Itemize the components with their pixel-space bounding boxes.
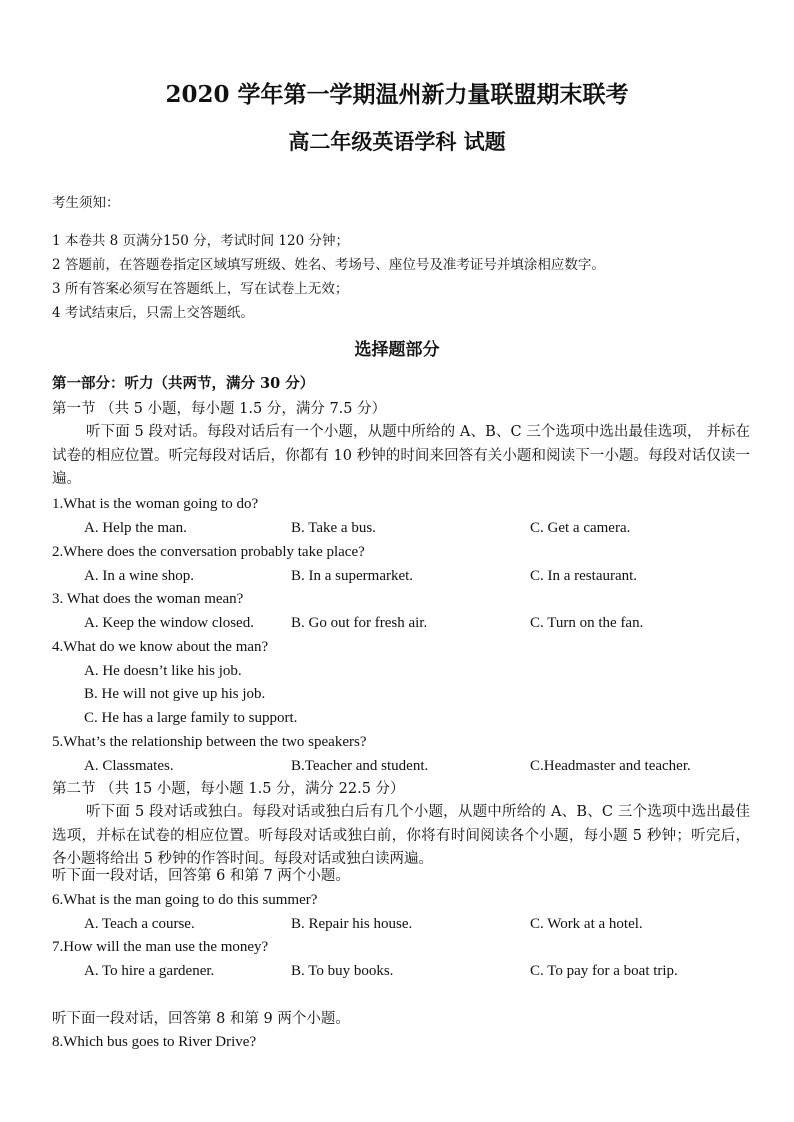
section2-heading: 第二节 （共 15 小题，每小题 1.5 分，满分 22.5 分）	[52, 781, 405, 797]
question-5-option-a: A. Classmates.	[84, 758, 174, 774]
exam-subtitle: 高二年级英语学科 试题	[288, 129, 506, 154]
dialog-6-7-note: 听下面一段对话，回答第 6 和第 7 两个小题。	[52, 868, 350, 884]
notice-heading: 考生须知：	[52, 195, 120, 211]
question-6-stem: 6.What is the man going to do this summer?	[52, 892, 318, 908]
section2-instruction: 听下面 5 段对话或独白。每段对话或独白后有几个小题，从题中所给的 A、B、C 三个选项中选出最佳选项，并标在试卷的相应位置。听每段对话或独白前，你将有时间阅读各个小题，每小题 5 秒钟；听完后，各小题将给出 5 秒钟的作答时间。每段对话或独白读两遍。	[52, 804, 750, 867]
section1-heading: 第一节 （共 5 小题，每小题 1.5 分，满分 7.5 分）	[52, 401, 387, 417]
question-3-option-b: B. Go out for fresh air.	[291, 615, 428, 631]
question-5-option-b: B.Teacher and student.	[291, 758, 429, 774]
dialog-8-9-note: 听下面一段对话，回答第 8 和第 9 两个小题。	[52, 1011, 350, 1027]
question-1-option-c: C. Get a camera.	[530, 520, 631, 536]
question-8-stem: 8.Which bus goes to River Drive?	[52, 1034, 257, 1050]
section-title: 选择题部分	[354, 340, 440, 360]
question-7-option-b: B. To buy books.	[291, 963, 394, 979]
notice-item-4: 4 考试结束后，只需上交答题纸。	[52, 305, 254, 321]
notice-item-3: 3 所有答案必须写在答题纸上，写在试卷上无效；	[52, 281, 349, 297]
part1-heading: 第一部分：听力（共两节，满分 30 分）	[52, 375, 315, 392]
question-4-option-c: C. He has a large family to support.	[84, 710, 298, 726]
question-2-option-a: A. In a wine shop.	[84, 568, 194, 584]
question-2-option-b: B. In a supermarket.	[291, 568, 414, 584]
question-1-option-a: A. Help the man.	[84, 520, 187, 536]
question-5-option-c: C.Headmaster and teacher.	[530, 758, 691, 774]
question-3-stem: 3. What does the woman mean?	[52, 591, 244, 607]
notice-item-2: 2 答题前，在答题卷指定区域填写班级、姓名、考场号、座位号及准考证号并填涂相应数字。	[52, 257, 605, 273]
question-3-option-c: C. Turn on the fan.	[530, 615, 644, 631]
question-2-option-c: C. In a restaurant.	[530, 568, 638, 584]
question-1-stem: 1.What is the woman going to do?	[52, 496, 259, 512]
section1-instruction: 听下面 5 段对话。每段对话后有一个小题，从题中所给的 A、B、C 三个选项中选出最佳选项， 并标在试卷的相应位置。听完每段对话后，你都有 10 秒钟的时间来回答有关小题和阅读下一小题。每段对话仅读一遍。	[52, 424, 750, 487]
question-4-stem: 4.What do we know about the man?	[52, 639, 269, 655]
question-4-option-b: B. He will not give up his job.	[84, 686, 266, 702]
question-7-stem: 7.How will the man use the money?	[52, 939, 269, 955]
question-1-option-b: B. Take a bus.	[291, 520, 376, 536]
question-4-option-a: A. He doesn’t like his job.	[84, 663, 242, 679]
question-6-option-a: A. Teach a course.	[84, 916, 195, 932]
notice-item-1: 1 本卷共 8 页满分150 分，考试时间 120 分钟；	[52, 233, 349, 249]
question-3-option-a: A. Keep the window closed.	[84, 615, 254, 631]
question-6-option-b: B. Repair his house.	[291, 916, 413, 932]
question-6-option-c: C. Work at a hotel.	[530, 916, 643, 932]
question-5-stem: 5.What’s the relationship between the two speakers?	[52, 734, 367, 750]
question-2-stem: 2.Where does the conversation probably take place?	[52, 544, 365, 560]
question-7-option-a: A. To hire a gardener.	[84, 963, 215, 979]
question-7-option-c: C. To pay for a boat trip.	[530, 963, 678, 979]
exam-title: 2020 学年第一学期温州新力量联盟期末联考	[165, 81, 629, 108]
